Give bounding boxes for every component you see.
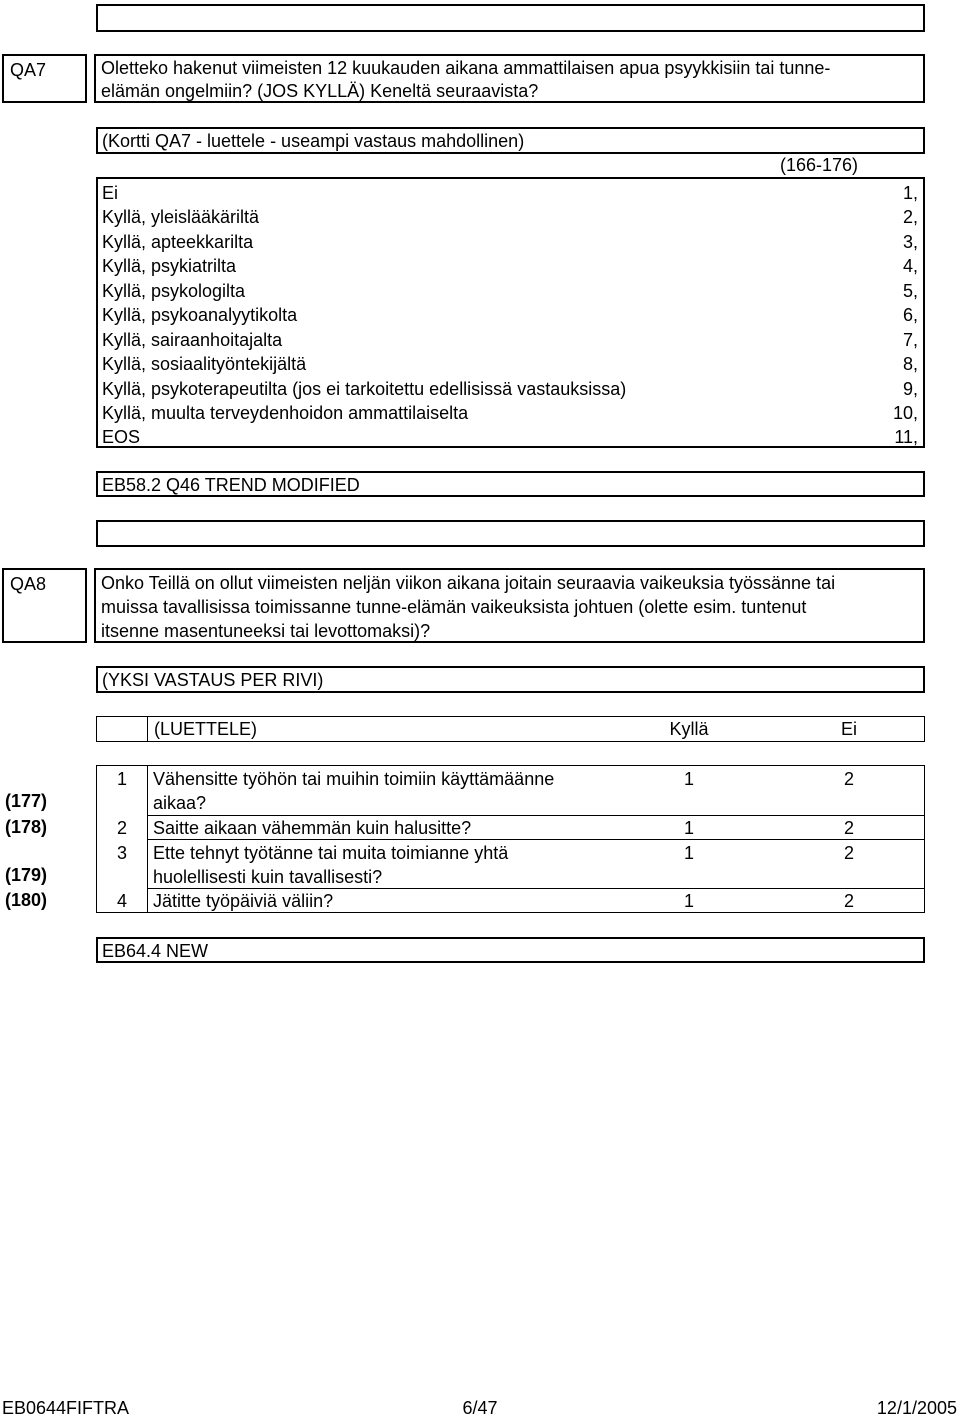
qa7-option xyxy=(98,181,923,205)
row-text-line1: Ette tehnyt työtänne tai muita toimianne yhtä xyxy=(153,843,509,863)
qa7-option-label: Kyllä, sairaanhoitajalta xyxy=(102,330,283,350)
row-no-code: 2 xyxy=(843,843,854,863)
table-row xyxy=(97,816,924,839)
qa7-columns: (166-176) xyxy=(779,155,858,175)
table-row xyxy=(97,766,924,815)
row-number: 4 xyxy=(116,891,127,911)
header-yes: Kyllä xyxy=(669,719,709,739)
row-yes-code: 1 xyxy=(683,843,694,863)
footer-page-number: 6/47 xyxy=(462,1398,498,1418)
qa8-question-box xyxy=(94,568,925,643)
row-yes-code: 1 xyxy=(683,818,694,838)
qa8-table-body xyxy=(96,765,925,913)
row-no-code: 2 xyxy=(843,818,854,838)
qa8-question-line2: muissa tavallisissa toimissanne tunne-elämän vaikeuksista johtuen (olette esim. tuntenut xyxy=(101,597,807,617)
qa7-trend-note-box xyxy=(96,471,925,497)
qa7-option-label: Kyllä, yleislääkäriltä xyxy=(102,207,260,227)
qa7-option xyxy=(98,377,923,401)
header-list: (LUETTELE) xyxy=(154,719,258,739)
qa7-option-label: Kyllä, muulta terveydenhoidon ammattilaiselta xyxy=(102,403,469,423)
header-no: Ei xyxy=(840,719,857,739)
row-text-line2: aikaa? xyxy=(153,793,207,813)
row-yes-code: 1 xyxy=(683,769,694,789)
qa7-question-line2: elämän ongelmiin? (JOS KYLLÄ) Keneltä seuraavista? xyxy=(101,81,539,101)
qa7-option xyxy=(98,401,923,425)
row-column-code: (180) xyxy=(5,890,48,910)
row-number: 1 xyxy=(116,769,127,789)
qa8-note-box xyxy=(96,937,925,963)
qa7-options-box xyxy=(96,177,925,448)
qa8-empty-box xyxy=(96,520,925,547)
qa7-trend-note: EB58.2 Q46 TREND MODIFIED xyxy=(102,475,360,495)
qa7-option-label: Kyllä, sosiaalityöntekijältä xyxy=(102,354,307,374)
qa8-code: QA8 xyxy=(10,574,47,594)
qa7-option-code: 5, xyxy=(902,281,918,301)
table-row xyxy=(97,889,924,912)
qa7-option-code: 1, xyxy=(902,183,918,203)
qa7-option-label: Kyllä, psykiatrilta xyxy=(102,256,237,276)
qa7-option-code: 11, xyxy=(894,427,918,447)
qa7-option xyxy=(98,205,923,229)
qa8-code-box xyxy=(2,568,87,643)
qa7-option xyxy=(98,303,923,327)
qa8-note: EB64.4 NEW xyxy=(102,941,209,961)
qa7-instruction: (Kortti QA7 - luettele - useampi vastaus mahdollinen) xyxy=(102,131,525,151)
top-empty-box xyxy=(96,4,925,32)
qa7-option xyxy=(98,352,923,376)
qa7-instruction-box xyxy=(96,127,925,154)
qa7-option-label: Kyllä, psykologilta xyxy=(102,281,246,301)
table-row xyxy=(97,840,924,888)
row-number: 2 xyxy=(116,818,127,838)
header-divider xyxy=(147,717,148,741)
qa7-option-code: 6, xyxy=(902,305,918,325)
qa7-option-code: 8, xyxy=(902,354,918,374)
row-yes-code: 1 xyxy=(683,891,694,911)
row-text-line1: Saitte aikaan vähemmän kuin halusitte? xyxy=(153,818,472,838)
row-no-code: 2 xyxy=(843,891,854,911)
qa7-option-label: Kyllä, apteekkarilta xyxy=(102,232,254,252)
qa8-question-line1: Onko Teillä on ollut viimeisten neljän viikon aikana joitain seuraavia vaikeuksia työssänne tai xyxy=(101,573,836,593)
footer-date: 12/1/2005 xyxy=(876,1398,957,1418)
qa7-code-box xyxy=(2,54,87,103)
qa7-option-label: Kyllä, psykoterapeutilta (jos ei tarkoitettu edellisissä vastauksissa) xyxy=(102,379,627,399)
qa7-question-box xyxy=(94,54,925,103)
qa8-instruction: (YKSI VASTAUS PER RIVI) xyxy=(102,670,324,690)
qa7-option xyxy=(98,254,923,278)
qa7-option-label: Ei xyxy=(102,183,119,203)
qa7-option-label: Kyllä, psykoanalyytikolta xyxy=(102,305,298,325)
qa7-option-code: 7, xyxy=(902,330,918,350)
qa8-question-line3: itsenne masentuneeksi tai levottomaksi)? xyxy=(101,621,431,641)
row-no-code: 2 xyxy=(843,769,854,789)
qa7-option-code: 3, xyxy=(902,232,918,252)
row-column-code: (179) xyxy=(5,865,48,885)
qa7-option-label: EOS xyxy=(102,427,141,447)
qa7-option-code: 2, xyxy=(902,207,918,227)
qa7-option xyxy=(98,328,923,352)
qa7-option-code: 9, xyxy=(902,379,918,399)
qa7-option xyxy=(98,425,923,449)
row-text-line2: huolellisesti kuin tavallisesti? xyxy=(153,867,383,887)
row-number: 3 xyxy=(116,843,127,863)
qa7-code: QA7 xyxy=(10,60,47,80)
qa7-option xyxy=(98,230,923,254)
row-column-code: (178) xyxy=(5,817,48,837)
footer-doc-id: EB0644FIFTRA xyxy=(2,1398,130,1418)
row-column-code: (177) xyxy=(5,791,48,811)
qa8-instruction-box xyxy=(96,666,925,693)
qa7-option-code: 10, xyxy=(892,403,918,423)
qa7-question-line1: Oletteko hakenut viimeisten 12 kuukauden aikana ammattilaisen apua psyykkisiin tai tunne- xyxy=(101,58,831,78)
row-text-line1: Vähensitte työhön tai muihin toimiin käyttämäänne xyxy=(153,769,555,789)
qa7-option-code: 4, xyxy=(902,256,918,276)
qa8-table-header xyxy=(96,716,925,742)
qa7-option xyxy=(98,279,923,303)
row-text-line1: Jätitte työpäiviä väliin? xyxy=(153,891,334,911)
